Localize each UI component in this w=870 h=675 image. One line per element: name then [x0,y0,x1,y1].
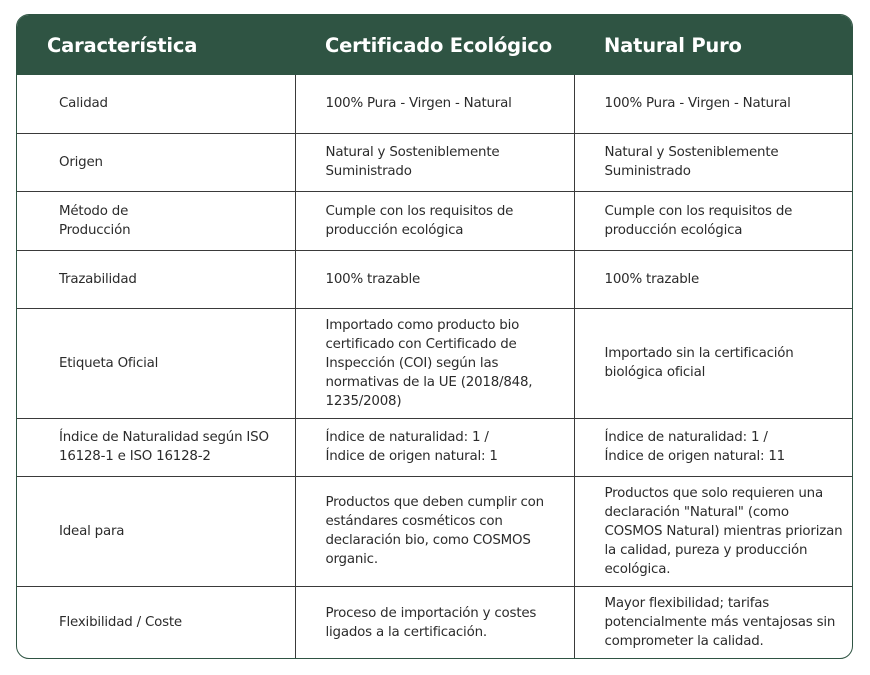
eco-value: Proceso de importación y costes ligados a la certificación. [325,605,537,640]
natural-cell [574,191,853,250]
natural-cell [574,476,853,586]
natural-cell [574,308,853,418]
natural-value: Índice de naturalidad: 1 / Índice de origen natural: 11 [604,430,785,464]
comparison-table [16,14,853,659]
table-row [17,586,853,659]
table-row [17,308,853,418]
eco-value: Importado como producto bio certificado con Certificado de Inspección (COI) según las normativas de la UE (2018/848, 1235/2008) [325,317,533,409]
eco-value: Productos que deben cumplir con estándares cosméticos con declaración bio, como COSMOS organic. [325,495,544,567]
table-row [17,191,853,250]
header-pure-natural: Natural Puro [574,15,853,75]
eco-value: 100% trazable [325,271,421,287]
natural-cell [574,133,853,191]
feature-cell [17,75,295,133]
feature-label: Origen [59,154,103,170]
natural-cell [574,75,853,133]
eco-cell [295,250,574,308]
feature-label: Flexibilidad / Coste [59,615,182,631]
natural-value: 100% Pura - Virgen - Natural [604,96,791,112]
natural-value: Importado sin la certificación biológica oficial [604,346,794,380]
eco-cell [295,476,574,586]
eco-value: Índice de naturalidad: 1 / Índice de origen natural: 1 [325,430,498,464]
feature-cell [17,250,295,308]
feature-label: Método de Producción [59,203,131,238]
eco-value: 100% Pura - Virgen - Natural [325,96,512,112]
eco-cell [295,418,574,476]
natural-value: Cumple con los requisitos de producción ecológica [604,203,793,238]
eco-cell [295,586,574,659]
feature-label: Calidad [59,96,108,112]
table-row [17,476,853,586]
natural-value: Natural y Sosteniblemente Suministrado [604,145,779,179]
table-row [17,250,853,308]
feature-cell [17,191,295,250]
feature-label: Trazabilidad [59,271,137,287]
table-row [17,418,853,476]
header-feature: Característica [17,15,295,75]
natural-cell [574,418,853,476]
comparison-grid [17,15,853,659]
eco-cell [295,191,574,250]
feature-cell [17,476,295,586]
natural-cell [574,586,853,659]
feature-cell [17,586,295,659]
eco-value: Cumple con los requisitos de producción ecológica [325,203,514,238]
natural-value: 100% trazable [604,271,700,287]
header-ecological-certificate: Certificado Ecológico [295,15,574,75]
eco-cell [295,75,574,133]
feature-cell [17,418,295,476]
natural-value: Productos que solo requieren una declaración "Natural" (como COSMOS Natural) mientras priorizan la calidad, pureza y producción ecológica. [604,485,843,577]
eco-cell [295,308,574,418]
natural-value: Mayor flexibilidad; tarifas potencialmente más ventajosas sin comprometer la calidad. [604,596,836,650]
feature-label: Etiqueta Oficial [59,355,159,371]
feature-label: Ideal para [59,523,125,539]
header-row [17,15,853,75]
eco-cell [295,133,574,191]
feature-cell [17,133,295,191]
table-row [17,75,853,133]
feature-cell [17,308,295,418]
natural-cell [574,250,853,308]
eco-value: Natural y Sosteniblemente Suministrado [325,145,500,179]
feature-label: Índice de Naturalidad según ISO 16128-1 e ISO 16128-2 [59,430,269,464]
table-body [17,75,853,659]
table-header [17,15,853,75]
table-row [17,133,853,191]
